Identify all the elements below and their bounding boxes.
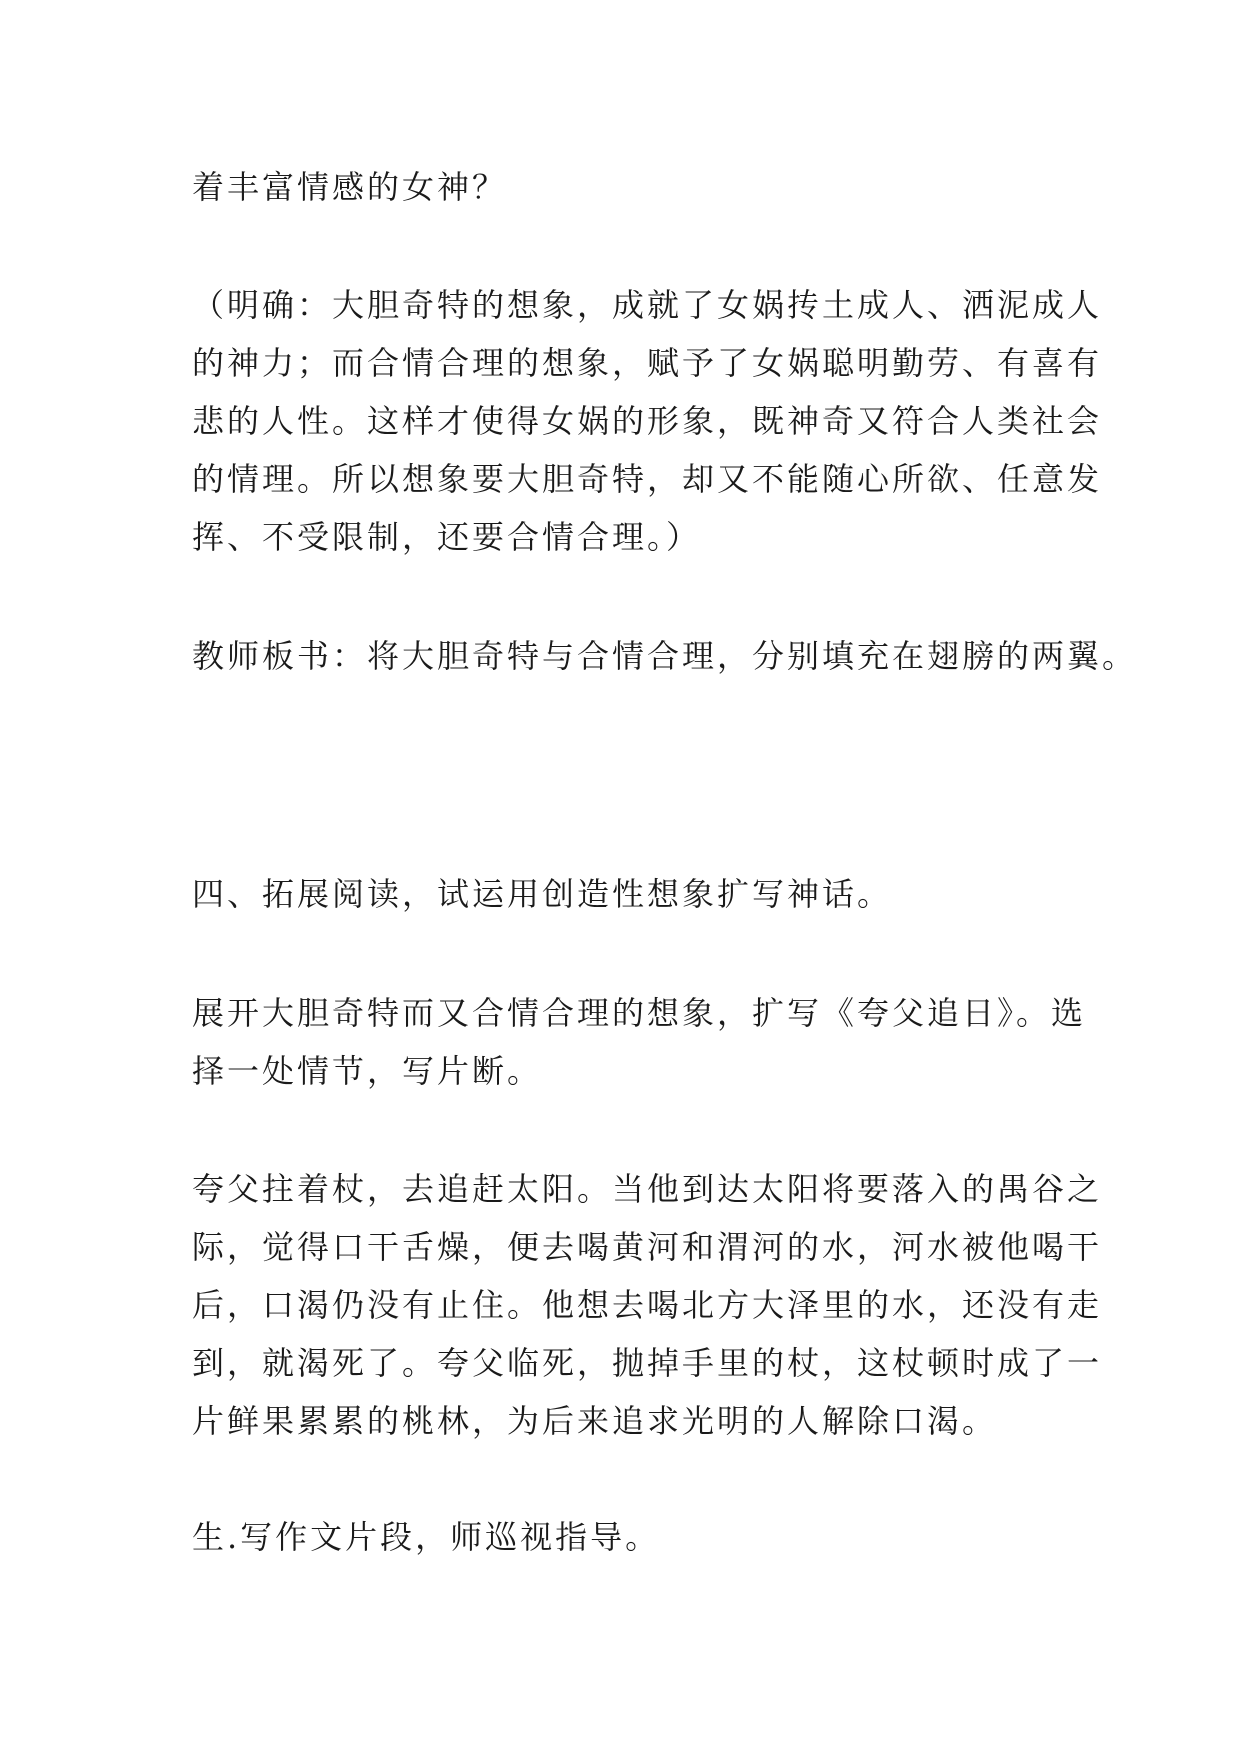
text-line: 生.写作文片段，师巡视指导。 bbox=[192, 1518, 661, 1556]
text-line: 的神力；而合情合理的想象，赋予了女娲聪明勤劳、有喜有 bbox=[192, 344, 1103, 382]
section-heading bbox=[192, 865, 1062, 923]
paragraph-task bbox=[192, 984, 1087, 1100]
text-line: 展开大胆奇特而又合情合理的想象，扩写《夸父追日》。选 bbox=[192, 994, 1087, 1032]
paragraph-myth-text bbox=[192, 1160, 1103, 1450]
text-line: 际，觉得口干舌燥，便去喝黄河和渭河的水，河水被他喝干 bbox=[192, 1228, 1103, 1266]
text-line: 夸父拄着杖，去追赶太阳。当他到达太阳将要落入的禺谷之 bbox=[192, 1170, 1103, 1208]
text-line: 着丰富情感的女神？ bbox=[192, 168, 508, 206]
text-line: 悲的人性。这样才使得女娲的形象，既神奇又符合人类社会 bbox=[192, 402, 1103, 440]
paragraph-answer bbox=[192, 276, 1103, 566]
text-line: 的情理。所以想象要大胆奇特，却又不能随心所欲、任意发 bbox=[192, 460, 1103, 498]
paragraph-question-end bbox=[192, 158, 1062, 216]
text-line: 片鲜果累累的桃林，为后来追求光明的人解除口渴。 bbox=[192, 1402, 998, 1440]
text-line: 后，口渴仍没有止住。他想去喝北方大泽里的水，还没有走 bbox=[192, 1286, 1103, 1324]
text-line: 教师板书：将大胆奇特与合情合理，分别填充在翅膀的两翼。 bbox=[192, 637, 1138, 675]
text-line: 四、拓展阅读，试运用创造性想象扩写神话。 bbox=[192, 875, 893, 913]
text-line: （明确：大胆奇特的想象，成就了女娲抟土成人、洒泥成人 bbox=[192, 286, 1103, 324]
paragraph-activity bbox=[192, 1508, 1062, 1566]
paragraph-blackboard-note bbox=[192, 627, 1138, 685]
text-line: 到，就渴死了。夸父临死，抛掉手里的杖，这杖顿时成了一 bbox=[192, 1344, 1103, 1382]
text-line: 挥、不受限制，还要合情合理。） bbox=[192, 518, 702, 556]
text-line: 择一处情节，写片断。 bbox=[192, 1052, 543, 1090]
